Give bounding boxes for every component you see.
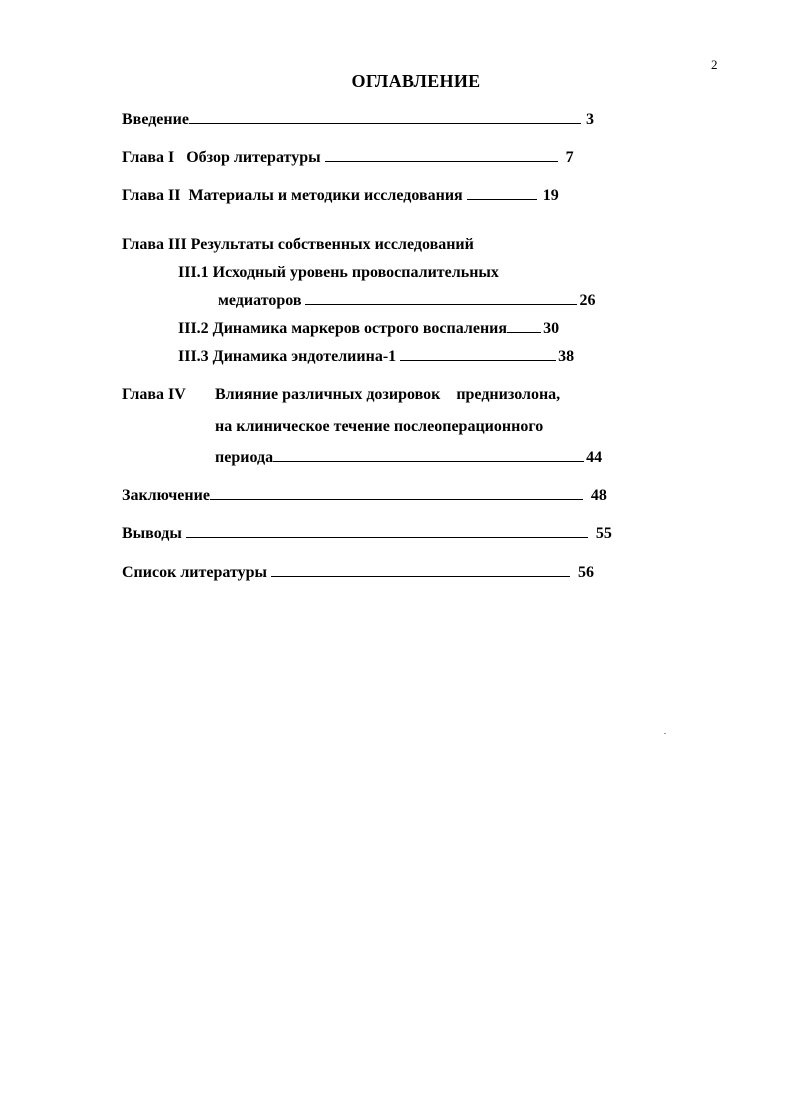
toc-entry-ch3: Глава III Результаты собственных исследований bbox=[122, 236, 474, 253]
toc-page: 19 bbox=[542, 187, 559, 204]
toc-page: 44 bbox=[586, 449, 603, 466]
toc-entry-ch4-chapter: Глава IV bbox=[122, 386, 186, 403]
toc-label: Введение bbox=[122, 111, 189, 128]
toc-label: Глава II Материалы и методики исследования bbox=[122, 187, 467, 204]
toc-label: периода bbox=[215, 449, 274, 466]
toc-label: Глава I Обзор литературы bbox=[122, 149, 325, 166]
toc-page: 7 bbox=[565, 149, 574, 166]
toc-page: 56 bbox=[578, 564, 594, 581]
scan-speck bbox=[664, 733, 666, 734]
toc-entry-ch3-3 bbox=[178, 348, 574, 366]
toc-entry-ch3-2 bbox=[178, 320, 559, 338]
toc-label: Список литературы bbox=[122, 564, 271, 581]
toc-page: 38 bbox=[558, 348, 575, 365]
toc-entry-ch1 bbox=[122, 149, 574, 167]
toc-entry-references bbox=[122, 564, 594, 582]
toc-entry-conclusion bbox=[122, 487, 607, 505]
page-number: 2 bbox=[711, 57, 718, 72]
toc-entry-ch4 bbox=[215, 449, 602, 467]
toc-entry-intro bbox=[122, 111, 594, 129]
toc-label: Заключение bbox=[122, 487, 210, 504]
leader-line bbox=[325, 161, 558, 162]
toc-entry-ch4-line2: на клиническое течение послеоперационного bbox=[215, 418, 544, 435]
leader-line bbox=[467, 199, 537, 200]
toc-entry-ch3-1-line1: III.1 Исходный уровень провоспалительных bbox=[178, 264, 499, 281]
toc-page: 30 bbox=[543, 320, 560, 337]
toc-label: III.2 Динамика маркеров острого воспаления bbox=[178, 320, 508, 337]
toc-entry-ch3-1 bbox=[218, 292, 595, 310]
leader-line bbox=[273, 461, 584, 462]
leader-line bbox=[186, 537, 588, 538]
leader-line bbox=[210, 499, 583, 500]
toc-page: 55 bbox=[595, 525, 612, 542]
toc-entry-ch2 bbox=[122, 187, 559, 205]
leader-line bbox=[305, 304, 577, 305]
page-title: ОГЛАВЛЕНИЕ bbox=[351, 71, 481, 91]
toc-page: 26 bbox=[579, 292, 596, 309]
toc-entry-ch4-line1: Влияние различных дозировок преднизолона, bbox=[215, 386, 561, 403]
leader-line bbox=[507, 332, 541, 333]
leader-line bbox=[271, 576, 570, 577]
toc-page: 48 bbox=[590, 487, 607, 504]
leader-line bbox=[400, 360, 556, 361]
leader-line bbox=[189, 123, 581, 124]
toc-entry-findings bbox=[122, 525, 612, 543]
toc-label: Выводы bbox=[122, 525, 186, 542]
toc-label: III.3 Динамика эндотелиина-1 bbox=[178, 348, 401, 365]
toc-page: 3 bbox=[585, 111, 594, 128]
toc-label: медиаторов bbox=[218, 292, 306, 309]
